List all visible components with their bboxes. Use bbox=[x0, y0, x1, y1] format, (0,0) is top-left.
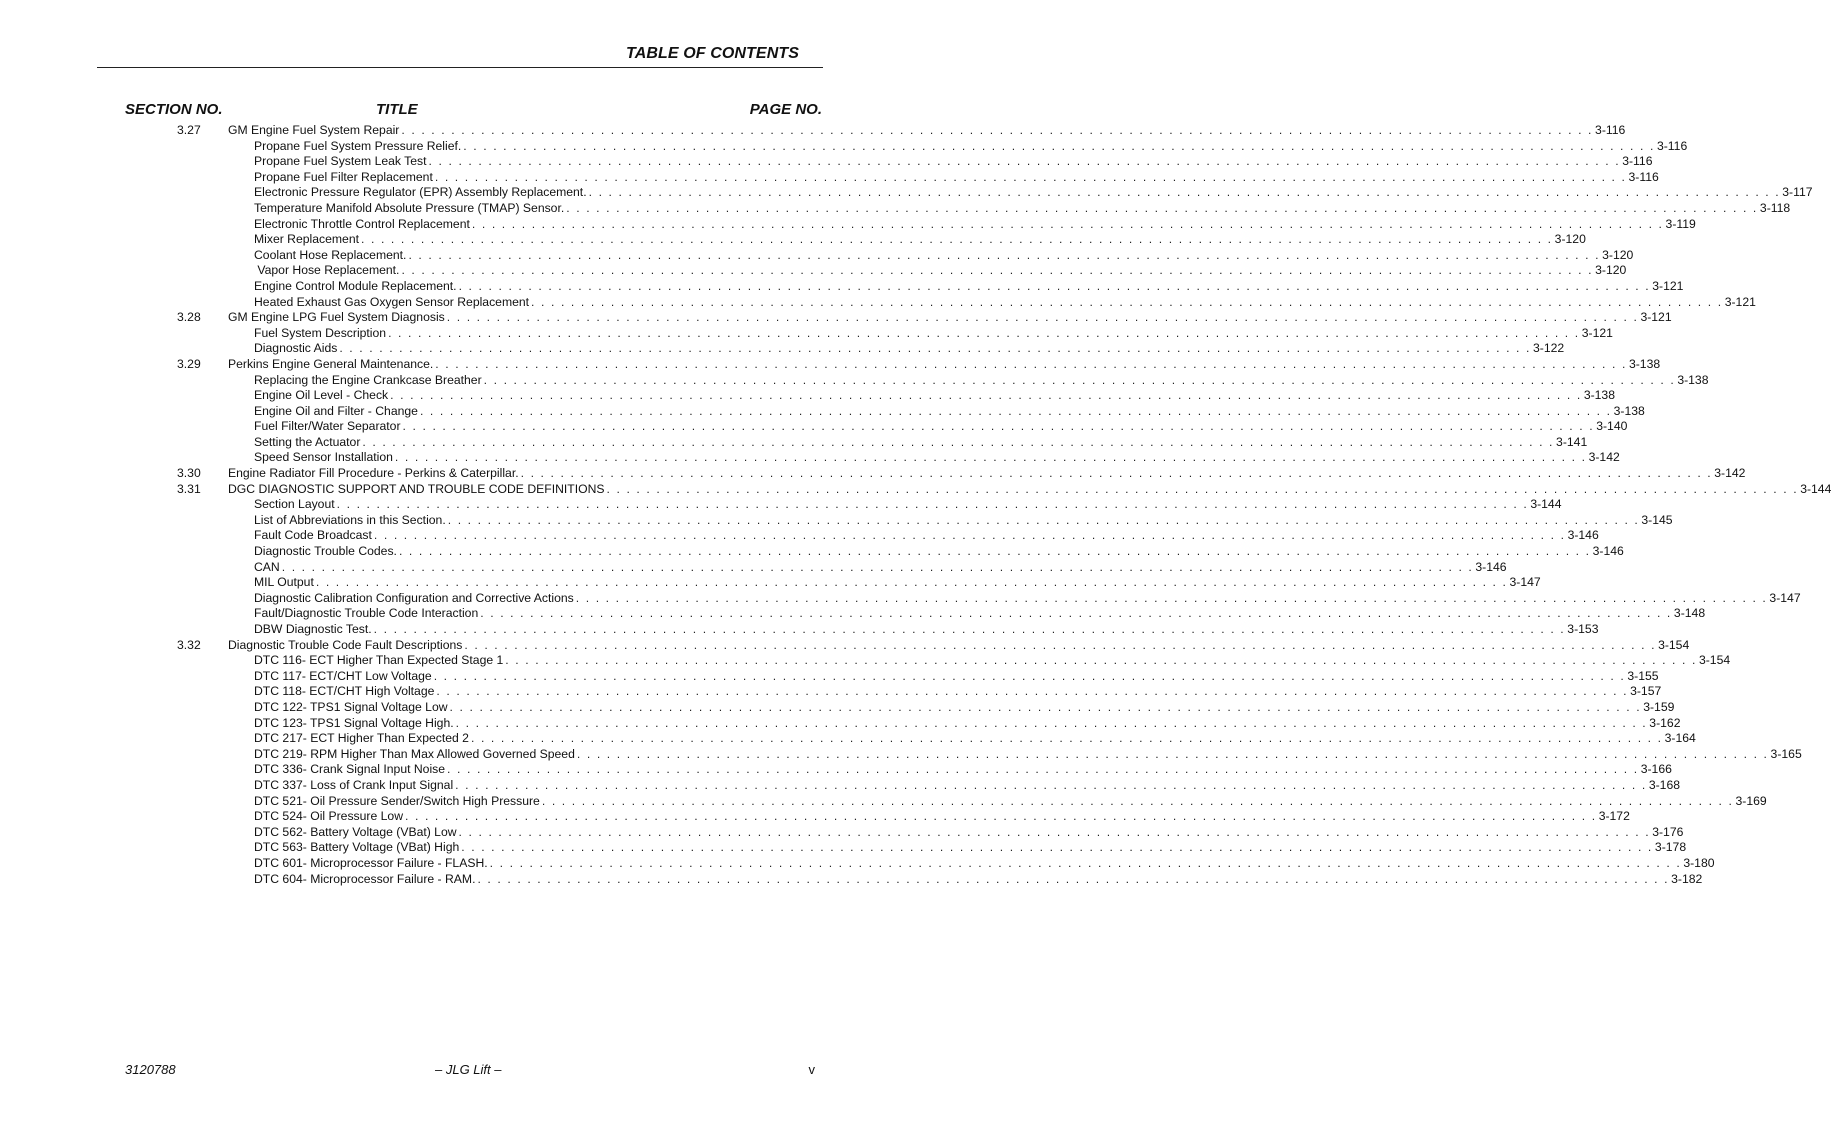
toc-entry-title: DTC 217- ECT Higher Than Expected 2 bbox=[254, 731, 469, 746]
toc-entry-line bbox=[254, 762, 1672, 778]
toc-entry-line bbox=[254, 247, 1634, 264]
toc-page-number: 3-116 bbox=[1656, 138, 1688, 153]
toc-page-number: 3-117 bbox=[1782, 185, 1813, 200]
toc-page-number: 3-144 bbox=[1530, 497, 1562, 512]
toc-entry-title: Engine Oil and Filter - Change bbox=[254, 403, 418, 418]
toc-entry bbox=[0, 559, 1507, 576]
toc-page-number: 3-166 bbox=[1640, 762, 1672, 777]
toc-page-number: 3-147 bbox=[1769, 590, 1801, 605]
toc-page-number: 3-116 bbox=[1622, 154, 1653, 169]
toc-entry-title: Diagnostic Trouble Codes. bbox=[254, 544, 397, 559]
toc-entry bbox=[0, 263, 1627, 279]
dot-leader: . . . . . . . . . . . . . . . . . . . . . . . . . . . . . . . . . . . . . . . . . . . . . . . . . . . . . . . . . . . . . . . . . . . . . . . . . . . . . . . . . . . . . . . . . . . . . . . . . . . . . . . . . . . . . . . . . . . . . . . . bbox=[447, 512, 1640, 527]
toc-entry bbox=[0, 372, 1709, 389]
toc-entry-line bbox=[254, 809, 1630, 825]
dot-leader: . . . . . . . . . . . . . . . . . . . . . . . . . . . . . . . . . . . . . . . . . . . . . . . . . . . . . . . . . . . . . . . . . . . . . . . . . . . . . . . . . . . . . . . . . . . . . . . . . . . . . . . . . . . . . . . . . . . . . . . . bbox=[471, 216, 1664, 231]
dot-leader: . . . . . . . . . . . . . . . . . . . . . . . . . . . . . . . . . . . . . . . . . . . . . . . . . . . . . . . . . . . . . . . . . . . . . . . . . . . . . . . . . . . . . . . . . . . . . . . . . . . . . . . . . . . . . . . . . . . . . . . . bbox=[461, 840, 1653, 855]
toc-entry-line bbox=[254, 871, 1703, 888]
toc-entry-title: DTC 336- Crank Signal Input Noise bbox=[254, 762, 446, 777]
dot-leader: . . . . . . . . . . . . . . . . . . . . . . . . . . . . . . . . . . . . . . . . . . . . . . . . . . . . . . . . . . . . . . . . . . . . . . . . . . . . . . . . . . . . . . . . . . . . . . . . . . . . . . . . . . . . . . . . . . . . . . . . bbox=[575, 590, 1768, 605]
toc-entry-title: Mixer Replacement bbox=[254, 232, 359, 247]
column-heading-page: PAGE NO. bbox=[749, 101, 822, 118]
toc-entry bbox=[0, 325, 1613, 342]
toc-page-number: 3-138 bbox=[1677, 372, 1709, 387]
toc-entry bbox=[0, 169, 1659, 186]
toc-page-number: 3-141 bbox=[1556, 434, 1588, 449]
toc-section-number: 3.30 bbox=[177, 466, 201, 481]
toc-entry-line bbox=[254, 216, 1696, 233]
toc-entry-title: Fuel System Description bbox=[254, 325, 387, 340]
toc-entry-title: Diagnostic Calibration Configuration and Corrective Actions bbox=[254, 590, 574, 605]
toc-page-number: 3-168 bbox=[1648, 777, 1681, 792]
toc-entry-title: Coolant Hose Replacement. bbox=[254, 247, 407, 262]
dot-leader: . . . . . . . . . . . . . . . . . . . . . . . . . . . . . . . . . . . . . . . . . . . . . . . . . . . . . . . . . . . . . . . . . . . . . . . . . . . . . . . . . . . . . . . . . . . . . . . . . . . . . . . . . . . . . . . . . . . . . . . . bbox=[419, 403, 1612, 418]
toc-entry-title: DTC 563- Battery Voltage (VBat) High bbox=[254, 840, 460, 855]
toc-entry-title: Heated Exhaust Gas Oxygen Sensor Replacement bbox=[254, 294, 530, 309]
toc-page-number: 3-146 bbox=[1567, 528, 1599, 543]
dot-leader: . . . . . . . . . . . . . . . . . . . . . . . . . . . . . . . . . . . . . . . . . . . . . . . . . . . . . . . . . . . . . . . . . . . . . . . . . . . . . . . . . . . . . . . . . . . . . . . . . . . . . . . . . . . . . . . . . . . . . . . . bbox=[477, 871, 1670, 886]
toc-entry-title: Section Layout bbox=[254, 497, 335, 512]
dot-leader: . . . . . . . . . . . . . . . . . . . . . . . . . . . . . . . . . . . . . . . . . . . . . . . . . . . . . . . . . . . . . . . . . . . . . . . . . . . . . . . . . . . . . . . . . . . . . . . . . . . . . . . . . . . . . . . . . . . . . . . . bbox=[531, 294, 1723, 309]
toc-page-number: 3-153 bbox=[1567, 622, 1599, 636]
toc-page-number: 3-120 bbox=[1554, 232, 1586, 247]
toc-page-number: 3-142 bbox=[1588, 450, 1620, 465]
toc-page-number: 3-138 bbox=[1628, 356, 1661, 371]
toc-entry-title: Electronic Throttle Control Replacement bbox=[254, 216, 470, 231]
toc-entry-title: Speed Sensor Installation bbox=[254, 450, 393, 465]
toc-entry-title: Fault/Diagnostic Trouble Code Interaction bbox=[254, 606, 479, 621]
toc-entry bbox=[0, 512, 1673, 529]
toc-page-number: 3-122 bbox=[1533, 341, 1565, 356]
toc-entry-line bbox=[254, 341, 1565, 357]
toc-entry bbox=[0, 653, 1731, 669]
toc-entry-line bbox=[254, 138, 1688, 155]
toc-entry bbox=[0, 684, 1662, 700]
toc-entry-title: DTC 118- ECT/CHT High Voltage bbox=[254, 684, 435, 699]
dot-leader: . . . . . . . . . . . . . . . . . . . . . . . . . . . . . . . . . . . . . . . . . . . . . . . . . . . . . . . . . . . . . . . . . . . . . . . . . . . . . . . . . . . . . . . . . . . . . . . . . . . . . . . . . . . . . . . . . . . . . . . . bbox=[281, 559, 1474, 574]
toc-entry-title: Propane Fuel System Pressure Relief. bbox=[254, 138, 462, 153]
toc-entry-title: MIL Output bbox=[254, 575, 314, 590]
toc-page-number: 3-172 bbox=[1598, 809, 1630, 824]
toc-entry bbox=[0, 497, 1562, 513]
toc-entry-title: GM Engine Fuel System Repair bbox=[228, 123, 400, 137]
toc-page-number: 3-120 bbox=[1595, 263, 1627, 278]
toc-entry bbox=[0, 824, 1684, 841]
toc-entry bbox=[0, 668, 1659, 685]
toc-entry-title: DBW Diagnostic Test. bbox=[254, 622, 372, 636]
dot-leader: . . . . . . . . . . . . . . . . . . . . . . . . . . . . . . . . . . . . . . . . . . . . . . . . . . . . . . . . . . . . . . . . . . . . . . . . . . . . . . . . . . . . . . . . . . . . . . . . . . . . . . . . . . . . . . . . . . . . . . . . bbox=[398, 544, 1591, 559]
toc-entry-title: DTC 122- TPS1 Signal Voltage Low bbox=[254, 699, 448, 714]
toc-entry bbox=[0, 185, 1813, 201]
toc-section-number: 3.32 bbox=[177, 637, 201, 652]
toc-page-number: 3-164 bbox=[1664, 731, 1696, 746]
toc-entry-title: Replacing the Engine Crankcase Breather bbox=[254, 372, 482, 387]
toc-entry-line bbox=[254, 590, 1801, 607]
toc-entry-line bbox=[254, 793, 1767, 810]
toc-entry-title: List of Abbreviations in this Section. bbox=[254, 512, 446, 527]
page-header-title: TABLE OF CONTENTS bbox=[626, 45, 799, 62]
toc-entry-line bbox=[228, 123, 1626, 139]
header-divider bbox=[97, 67, 823, 68]
toc-entry-title: CAN bbox=[254, 559, 280, 574]
toc-entry bbox=[0, 138, 1688, 155]
toc-entry-title: Propane Fuel System Leak Test bbox=[254, 154, 427, 169]
toc-entry-title: Propane Fuel Filter Replacement bbox=[254, 169, 433, 184]
dot-leader: . . . . . . . . . . . . . . . . . . . . . . . . . . . . . . . . . . . . . . . . . . . . . . . . . . . . . . . . . . . . . . . . . . . . . . . . . . . . . . . . . . . . . . . . . . . . . . . . . . . . . . . . . . . . . . . . . . . . . . . . bbox=[435, 356, 1627, 371]
toc-entry-line bbox=[254, 200, 1791, 217]
toc-entry-line bbox=[254, 278, 1684, 295]
toc-page-number: 3-162 bbox=[1649, 715, 1681, 730]
toc-page-number: 3-147 bbox=[1509, 575, 1541, 590]
toc-entry bbox=[0, 310, 1672, 326]
toc-entry-line bbox=[254, 715, 1681, 732]
dot-leader: . . . . . . . . . . . . . . . . . . . . . . . . . . . . . . . . . . . . . . . . . . . . . . . . . . . . . . . . . . . . . . . . . . . . . . . . . . . . . . . . . . . . . . . . . . . . . . . . . . . . . . . . . . . . . . . . . . . . . . . . bbox=[480, 606, 1672, 621]
toc-entry bbox=[0, 419, 1628, 435]
dot-leader: . . . . . . . . . . . . . . . . . . . . . . . . . . . . . . . . . . . . . . . . . . . . . . . . . . . . . . . . . . . . . . . . . . . . . . . . . . . . . . . . . . . . . . . . . . . . . . . . . . . . . . . . . . . . . . . . . . . . . . . . bbox=[447, 762, 1639, 777]
dot-leader: . . . . . . . . . . . . . . . . . . . . . . . . . . . . . . . . . . . . . . . . . . . . . . . . . . . . . . . . . . . . . . . . . . . . . . . . . . . . . . . . . . . . . . . . . . . . . . . . . . . . . . . . . . . . . . . . . . . . . . . . bbox=[449, 699, 1642, 714]
toc-entry-line bbox=[254, 263, 1627, 279]
toc-entry bbox=[0, 809, 1630, 825]
toc-entry-line bbox=[254, 232, 1586, 248]
toc-entry bbox=[0, 247, 1634, 264]
toc-entry-line bbox=[254, 575, 1541, 591]
toc-entry-line bbox=[254, 419, 1628, 435]
toc-entry-line bbox=[254, 746, 1802, 763]
toc-entry bbox=[0, 637, 1690, 654]
toc-entry-title: Vapor Hose Replacement. bbox=[254, 263, 400, 278]
toc-entry bbox=[0, 481, 1831, 498]
dot-leader: . . . . . . . . . . . . . . . . . . . . . . . . . . . . . . . . . . . . . . . . . . . . . . . . . . . . . . . . . . . . . . . . . . . . . . . . . . . . . . . . . . . . . . . . . . . . . . . . . . . . . . . . . . . . . . . . . . . . . . . . bbox=[470, 731, 1663, 746]
dot-leader: . . . . . . . . . . . . . . . . . . . . . . . . . . . . . . . . . . . . . . . . . . . . . . . . . . . . . . . . . . . . . . . . . . . . . . . . . . . . . . . . . . . . . . . . . . . . . . . . . . . . . . . . . . . . . . . . . . . . . . . . bbox=[458, 824, 1651, 839]
dot-leader: . . . . . . . . . . . . . . . . . . . . . . . . . . . . . . . . . . . . . . . . . . . . . . . . . . . . . . . . . . . . . . . . . . . . . . . . . . . . . . . . . . . . . . . . . . . . . . . . . . . . . . . . . . . . . . . . . . . . . . . . bbox=[373, 528, 1566, 543]
toc-entry-line bbox=[228, 481, 1831, 498]
toc-entry-line bbox=[254, 777, 1681, 794]
toc-entry-title: Fuel Filter/Water Separator bbox=[254, 419, 401, 434]
toc-entry bbox=[0, 356, 1661, 373]
toc-entry-line bbox=[254, 653, 1731, 669]
toc-entry bbox=[0, 466, 1746, 482]
toc-entry-line bbox=[254, 684, 1662, 700]
toc-entry bbox=[0, 762, 1672, 778]
toc-entry-title: Engine Radiator Fill Procedure - Perkins & Caterpillar. bbox=[228, 466, 519, 481]
dot-leader: . . . . . . . . . . . . . . . . . . . . . . . . . . . . . . . . . . . . . . . . . . . . . . . . . . . . . . . . . . . . . . . . . . . . . . . . . . . . . . . . . . . . . . . . . . . . . . . . . . . . . . . . . . . . . . . . . . . . . . . . bbox=[401, 123, 1594, 137]
toc-entry bbox=[0, 840, 1687, 856]
toc-entry-line bbox=[228, 310, 1672, 326]
toc-entry-line bbox=[254, 622, 1599, 638]
toc-entry-title: DGC DIAGNOSTIC SUPPORT AND TROUBLE CODE DEFINITIONS bbox=[228, 481, 605, 496]
toc-page-number: 3-138 bbox=[1613, 403, 1645, 418]
dot-leader: . . . . . . . . . . . . . . . . . . . . . . . . . . . . . . . . . . . . . . . . . . . . . . . . . . . . . . . . . . . . . . . . . . . . . . . . . . . . . . . . . . . . . . . . . . . . . . . . . . . . . . . . . . . . . . . . . . . . . . . . bbox=[463, 138, 1655, 153]
dot-leader: . . . . . . . . . . . . . . . . . . . . . . . . . . . . . . . . . . . . . . . . . . . . . . . . . . . . . . . . . . . . . . . . . . . . . . . . . . . . . . . . . . . . . . . . . . . . . . . . . . . . . . . . . . . . . . . . . . . . . . . . bbox=[520, 466, 1713, 481]
toc-entry bbox=[0, 388, 1615, 404]
toc-entry bbox=[0, 871, 1703, 888]
toc-page-number: 3-118 bbox=[1759, 200, 1791, 215]
dot-leader: . . . . . . . . . . . . . . . . . . . . . . . . . . . . . . . . . . . . . . . . . . . . . . . . . . . . . . . . . . . . . . . . . . . . . . . . . . . . . . . . . . . . . . . . . . . . . . . . . . . . . . . . . . . . . . . . . . . . . . . . bbox=[373, 622, 1566, 636]
toc-entry bbox=[0, 855, 1715, 872]
toc-page-number: 3-176 bbox=[1652, 824, 1684, 839]
column-heading-section: SECTION NO. bbox=[125, 101, 223, 118]
toc-page-number: 3-148 bbox=[1673, 606, 1706, 621]
dot-leader: . . . . . . . . . . . . . . . . . . . . . . . . . . . . . . . . . . . . . . . . . . . . . . . . . . . . . . . . . . . . . . . . . . . . . . . . . . . . . . . . . . . . . . . . . . . . . . . . . . . . . . . . . . . . . . . . . . . . . . . . bbox=[489, 855, 1682, 870]
dot-leader: . . . . . . . . . . . . . . . . . . . . . . . . . . . . . . . . . . . . . . . . . . . . . . . . . . . . . . . . . . . . . . . . . . . . . . . . . . . . . . . . . . . . . . . . . . . . . . . . . . . . . . . . . . . . . . . . . . . . . . . . bbox=[606, 481, 1799, 496]
toc-entry-title: DTC 116- ECT Higher Than Expected Stage 1 bbox=[254, 653, 504, 668]
dot-leader: . . . . . . . . . . . . . . . . . . . . . . . . . . . . . . . . . . . . . . . . . . . . . . . . . . . . . . . . . . . . . . . . . . . . . . . . . . . . . . . . . . . . . . . . . . . . . . . . . . . . . . . . . . . . . . . . . . . . . . . . bbox=[505, 653, 1697, 668]
dot-leader: . . . . . . . . . . . . . . . . . . . . . . . . . . . . . . . . . . . . . . . . . . . . . . . . . . . . . . . . . . . . . . . . . . . . . . . . . . . . . . . . . . . . . . . . . . . . . . . . . . . . . . . . . . . . . . . . . . . . . . . . bbox=[388, 325, 1580, 340]
toc-page-number: 3-116 bbox=[1595, 123, 1626, 137]
toc-entry bbox=[0, 575, 1541, 591]
toc-entry-title: DTC 117- ECT/CHT Low Voltage bbox=[254, 668, 432, 683]
toc-page-number: 3-145 bbox=[1641, 512, 1673, 527]
toc-section-number: 3.27 bbox=[177, 123, 201, 137]
toc-entry-line bbox=[254, 154, 1653, 170]
toc-entry-title: Setting the Actuator bbox=[254, 434, 361, 449]
toc-section-number: 3.29 bbox=[177, 356, 201, 371]
toc-entry-line bbox=[254, 840, 1687, 856]
toc-entry-title: Temperature Manifold Absolute Pressure (TMAP) Sensor. bbox=[254, 200, 565, 215]
toc-entry bbox=[0, 622, 1599, 638]
dot-leader: . . . . . . . . . . . . . . . . . . . . . . . . . . . . . . . . . . . . . . . . . . . . . . . . . . . . . . . . . . . . . . . . . . . . . . . . . . . . . . . . . . . . . . . . . . . . . . . . . . . . . . . . . . . . . . . . . . . . . . . . bbox=[455, 715, 1648, 730]
toc-entry-line bbox=[254, 528, 1599, 544]
toc-entry-line bbox=[254, 512, 1673, 529]
toc-entry-line bbox=[254, 606, 1706, 622]
toc-entry-line bbox=[254, 185, 1813, 201]
toc-entry bbox=[0, 200, 1791, 217]
toc-page-number: 3-146 bbox=[1592, 544, 1624, 559]
toc-entry-title: DTC 337- Loss of Crank Input Signal bbox=[254, 777, 454, 792]
dot-leader: . . . . . . . . . . . . . . . . . . . . . . . . . . . . . . . . . . . . . . . . . . . . . . . . . . . . . . . . . . . . . . . . . . . . . . . . . . . . . . . . . . . . . . . . . . . . . . . . . . . . . . . . . . . . . . . . . . . . . . . . bbox=[408, 247, 1601, 262]
toc-entry-line bbox=[254, 169, 1659, 186]
toc-entry-line bbox=[254, 855, 1715, 872]
toc-section-number: 3.31 bbox=[177, 481, 201, 496]
toc-page-number: 3-146 bbox=[1475, 559, 1507, 574]
toc-entry-title: DTC 604- Microprocessor Failure - RAM. bbox=[254, 871, 476, 886]
toc-entry bbox=[0, 699, 1675, 716]
toc-page-number: 3-182 bbox=[1671, 871, 1703, 886]
dot-leader: . . . . . . . . . . . . . . . . . . . . . . . . . . . . . . . . . . . . . . . . . . . . . . . . . . . . . . . . . . . . . . . . . . . . . . . . . . . . . . . . . . . . . . . . . . . . . . . . . . . . . . . . . . . . . . . . . . . . . . . . bbox=[446, 310, 1639, 325]
toc-entry-line bbox=[254, 325, 1613, 342]
toc-entry bbox=[0, 434, 1588, 451]
toc-entry-title: Perkins Engine General Maintenance. bbox=[228, 356, 434, 371]
toc-page-number: 3-120 bbox=[1602, 247, 1634, 262]
toc-entry-line bbox=[254, 731, 1696, 747]
dot-leader: . . . . . . . . . . . . . . . . . . . . . . . . . . . . . . . . . . . . . . . . . . . . . . . . . . . . . . . . . . . . . . . . . . . . . . . . . . . . . . . . . . . . . . . . . . . . . . . . . . . . . . . . . . . . . . . . . . . . . . . . bbox=[336, 497, 1529, 512]
toc-entry-line bbox=[254, 544, 1624, 560]
toc-entry-line bbox=[228, 466, 1746, 482]
dot-leader: . . . . . . . . . . . . . . . . . . . . . . . . . . . . . . . . . . . . . . . . . . . . . . . . . . . . . . . . . . . . . . . . . . . . . . . . . . . . . . . . . . . . . . . . . . . . . . . . . . . . . . . . . . . . . . . . . . . . . . . . bbox=[401, 263, 1594, 278]
dot-leader: . . . . . . . . . . . . . . . . . . . . . . . . . . . . . . . . . . . . . . . . . . . . . . . . . . . . . . . . . . . . . . . . . . . . . . . . . . . . . . . . . . . . . . . . . . . . . . . . . . . . . . . . . . . . . . . . . . . . . . . . bbox=[541, 793, 1734, 808]
toc-entry-line bbox=[254, 824, 1684, 841]
toc-page-number: 3-159 bbox=[1643, 699, 1675, 714]
toc-entry-title: DTC 123- TPS1 Signal Voltage High. bbox=[254, 715, 454, 730]
footer-doc-number: 3120788 bbox=[125, 1062, 176, 1077]
toc-entry-title: DTC 219- RPM Higher Than Max Allowed Governed Speed bbox=[254, 746, 575, 761]
toc-entry-line bbox=[254, 668, 1659, 685]
toc-section-number: 3.28 bbox=[177, 310, 201, 325]
toc-entry-title: Diagnostic Aids bbox=[254, 341, 338, 356]
toc-page-number: 3-116 bbox=[1628, 169, 1659, 184]
toc-entry-title: DTC 521- Oil Pressure Sender/Switch High Pressure bbox=[254, 793, 540, 808]
toc-entry bbox=[0, 278, 1684, 295]
dot-leader: . . . . . . . . . . . . . . . . . . . . . . . . . . . . . . . . . . . . . . . . . . . . . . . . . . . . . . . . . . . . . . . . . . . . . . . . . . . . . . . . . . . . . . . . . . . . . . . . . . . . . . . . . . . . . . . . . . . . . . . . bbox=[576, 746, 1769, 761]
toc-entry-title: Electronic Pressure Regulator (EPR) Assembly Replacement. bbox=[254, 185, 587, 200]
dot-leader: . . . . . . . . . . . . . . . . . . . . . . . . . . . . . . . . . . . . . . . . . . . . . . . . . . . . . . . . . . . . . . . . . . . . . . . . . . . . . . . . . . . . . . . . . . . . . . . . . . . . . . . . . . . . . . . . . . . . . . . . bbox=[455, 777, 1647, 792]
toc-entry-title: DTC 524- Oil Pressure Low bbox=[254, 809, 404, 824]
toc-entry bbox=[0, 715, 1681, 732]
column-heading-title: TITLE bbox=[376, 101, 418, 118]
dot-leader: . . . . . . . . . . . . . . . . . . . . . . . . . . . . . . . . . . . . . . . . . . . . . . . . . . . . . . . . . . . . . . . . . . . . . . . . . . . . . . . . . . . . . . . . . . . . . . . . . . . . . . . . . . . . . . . . . . . . . . . . bbox=[405, 809, 1597, 824]
toc-page-number: 3-121 bbox=[1724, 294, 1756, 309]
toc-entry bbox=[0, 528, 1599, 544]
toc-entry-line bbox=[228, 637, 1690, 654]
toc-page-number: 3-142 bbox=[1714, 466, 1746, 481]
toc-page-number: 3-121 bbox=[1640, 310, 1672, 325]
dot-leader: . . . . . . . . . . . . . . . . . . . . . . . . . . . . . . . . . . . . . . . . . . . . . . . . . . . . . . . . . . . . . . . . . . . . . . . . . . . . . . . . . . . . . . . . . . . . . . . . . . . . . . . . . . . . . . . . . . . . . . . . bbox=[566, 200, 1758, 215]
footer-brand: – JLG Lift – bbox=[435, 1062, 502, 1077]
toc-page-number: 3-121 bbox=[1652, 278, 1684, 293]
footer-page-number: v bbox=[808, 1062, 815, 1077]
toc-entry-title: Fault Code Broadcast bbox=[254, 528, 372, 543]
dot-leader: . . . . . . . . . . . . . . . . . . . . . . . . . . . . . . . . . . . . . . . . . . . . . . . . . . . . . . . . . . . . . . . . . . . . . . . . . . . . . . . . . . . . . . . . . . . . . . . . . . . . . . . . . . . . . . . . . . . . . . . . bbox=[458, 278, 1651, 293]
toc-entry bbox=[0, 403, 1645, 420]
toc-entry-line bbox=[254, 450, 1620, 466]
toc-entry bbox=[0, 123, 1626, 139]
toc-entry-title: Engine Oil Level - Check bbox=[254, 388, 389, 403]
dot-leader: . . . . . . . . . . . . . . . . . . . . . . . . . . . . . . . . . . . . . . . . . . . . . . . . . . . . . . . . . . . . . . . . . . . . . . . . . . . . . . . . . . . . . . . . . . . . . . . . . . . . . . . . . . . . . . . . . . . . . . . . bbox=[464, 637, 1657, 652]
toc-entry bbox=[0, 793, 1767, 810]
toc-page-number: 3-140 bbox=[1596, 419, 1628, 434]
toc-entry-line bbox=[254, 388, 1615, 404]
toc-entry-line bbox=[254, 497, 1562, 513]
dot-leader: . . . . . . . . . . . . . . . . . . . . . . . . . . . . . . . . . . . . . . . . . . . . . . . . . . . . . . . . . . . . . . . . . . . . . . . . . . . . . . . . . . . . . . . . . . . . . . . . . . . . . . . . . . . . . . . . . . . . . . . . bbox=[483, 372, 1676, 387]
toc-entry bbox=[0, 450, 1620, 466]
toc-entry-line bbox=[254, 699, 1675, 716]
toc-entry-line bbox=[228, 356, 1661, 373]
toc-entry bbox=[0, 232, 1586, 248]
toc-page-number: 3-154 bbox=[1698, 653, 1731, 668]
toc-page-number: 3-119 bbox=[1665, 216, 1696, 231]
toc-page-number: 3-169 bbox=[1735, 793, 1767, 808]
dot-leader: . . . . . . . . . . . . . . . . . . . . . . . . . . . . . . . . . . . . . . . . . . . . . . . . . . . . . . . . . . . . . . . . . . . . . . . . . . . . . . . . . . . . . . . . . . . . . . . . . . . . . . . . . . . . . . . . . . . . . . . . bbox=[436, 684, 1629, 699]
toc-entry-line bbox=[254, 294, 1756, 311]
toc-entry bbox=[0, 294, 1756, 311]
toc-entry-line bbox=[254, 559, 1507, 576]
dot-leader: . . . . . . . . . . . . . . . . . . . . . . . . . . . . . . . . . . . . . . . . . . . . . . . . . . . . . . . . . . . . . . . . . . . . . . . . . . . . . . . . . . . . . . . . . . . . . . . . . . . . . . . . . . . . . . . . . . . . . . . . bbox=[394, 450, 1587, 465]
toc-page-number: 3-154 bbox=[1658, 637, 1690, 652]
toc-list bbox=[0, 123, 1831, 887]
toc-entry bbox=[0, 777, 1681, 794]
dot-leader: . . . . . . . . . . . . . . . . . . . . . . . . . . . . . . . . . . . . . . . . . . . . . . . . . . . . . . . . . . . . . . . . . . . . . . . . . . . . . . . . . . . . . . . . . . . . . . . . . . . . . . . . . . . . . . . . . . . . . . . . bbox=[402, 419, 1595, 434]
toc-page-number: 3-178 bbox=[1654, 840, 1687, 855]
dot-leader: . . . . . . . . . . . . . . . . . . . . . . . . . . . . . . . . . . . . . . . . . . . . . . . . . . . . . . . . . . . . . . . . . . . . . . . . . . . . . . . . . . . . . . . . . . . . . . . . . . . . . . . . . . . . . . . . . . . . . . . . bbox=[390, 388, 1582, 403]
toc-entry-title: Diagnostic Trouble Code Fault Descriptions bbox=[228, 637, 463, 652]
toc-entry bbox=[0, 606, 1706, 622]
dot-leader: . . . . . . . . . . . . . . . . . . . . . . . . . . . . . . . . . . . . . . . . . . . . . . . . . . . . . . . . . . . . . . . . . . . . . . . . . . . . . . . . . . . . . . . . . . . . . . . . . . . . . . . . . . . . . . . . . . . . . . . . bbox=[339, 341, 1531, 356]
toc-page-number: 3-165 bbox=[1770, 746, 1802, 761]
dot-leader: . . . . . . . . . . . . . . . . . . . . . . . . . . . . . . . . . . . . . . . . . . . . . . . . . . . . . . . . . . . . . . . . . . . . . . . . . . . . . . . . . . . . . . . . . . . . . . . . . . . . . . . . . . . . . . . . . . . . . . . . bbox=[588, 185, 1781, 200]
toc-entry-line bbox=[254, 372, 1709, 389]
toc-entry bbox=[0, 731, 1696, 747]
toc-entry-title: DTC 601- Microprocessor Failure - FLASH. bbox=[254, 855, 488, 870]
toc-entry-title: DTC 562- Battery Voltage (VBat) Low bbox=[254, 824, 457, 839]
toc-entry bbox=[0, 544, 1624, 560]
toc-page-number: 3-121 bbox=[1581, 325, 1613, 340]
toc-entry-line bbox=[254, 434, 1588, 451]
toc-page-number: 3-155 bbox=[1627, 668, 1659, 683]
dot-leader: . . . . . . . . . . . . . . . . . . . . . . . . . . . . . . . . . . . . . . . . . . . . . . . . . . . . . . . . . . . . . . . . . . . . . . . . . . . . . . . . . . . . . . . . . . . . . . . . . . . . . . . . . . . . . . . . . . . . . . . . bbox=[433, 668, 1626, 683]
toc-entry bbox=[0, 341, 1565, 357]
toc-entry bbox=[0, 746, 1802, 763]
toc-entry-line bbox=[254, 403, 1645, 420]
toc-entry-title: GM Engine LPG Fuel System Diagnosis bbox=[228, 310, 445, 325]
toc-entry-title: Engine Control Module Replacement. bbox=[254, 278, 457, 293]
toc-page-number: 3-144 bbox=[1800, 481, 1831, 496]
dot-leader: . . . . . . . . . . . . . . . . . . . . . . . . . . . . . . . . . . . . . . . . . . . . . . . . . . . . . . . . . . . . . . . . . . . . . . . . . . . . . . . . . . . . . . . . . . . . . . . . . . . . . . . . . . . . . . . . . . . . . . . . bbox=[362, 434, 1555, 449]
toc-page-number: 3-180 bbox=[1683, 855, 1715, 870]
dot-leader: . . . . . . . . . . . . . . . . . . . . . . . . . . . . . . . . . . . . . . . . . . . . . . . . . . . . . . . . . . . . . . . . . . . . . . . . . . . . . . . . . . . . . . . . . . . . . . . . . . . . . . . . . . . . . . . . . . . . . . . . bbox=[315, 575, 1508, 590]
toc-page-number: 3-157 bbox=[1630, 684, 1662, 699]
toc-entry bbox=[0, 216, 1696, 233]
toc-entry bbox=[0, 154, 1653, 170]
toc-entry bbox=[0, 590, 1801, 607]
dot-leader: . . . . . . . . . . . . . . . . . . . . . . . . . . . . . . . . . . . . . . . . . . . . . . . . . . . . . . . . . . . . . . . . . . . . . . . . . . . . . . . . . . . . . . . . . . . . . . . . . . . . . . . . . . . . . . . . . . . . . . . . bbox=[361, 232, 1553, 247]
toc-page-number: 3-138 bbox=[1583, 388, 1615, 403]
dot-leader: . . . . . . . . . . . . . . . . . . . . . . . . . . . . . . . . . . . . . . . . . . . . . . . . . . . . . . . . . . . . . . . . . . . . . . . . . . . . . . . . . . . . . . . . . . . . . . . . . . . . . . . . . . . . . . . . . . . . . . . . bbox=[434, 169, 1627, 184]
dot-leader: . . . . . . . . . . . . . . . . . . . . . . . . . . . . . . . . . . . . . . . . . . . . . . . . . . . . . . . . . . . . . . . . . . . . . . . . . . . . . . . . . . . . . . . . . . . . . . . . . . . . . . . . . . . . . . . . . . . . . . . . bbox=[428, 154, 1621, 169]
